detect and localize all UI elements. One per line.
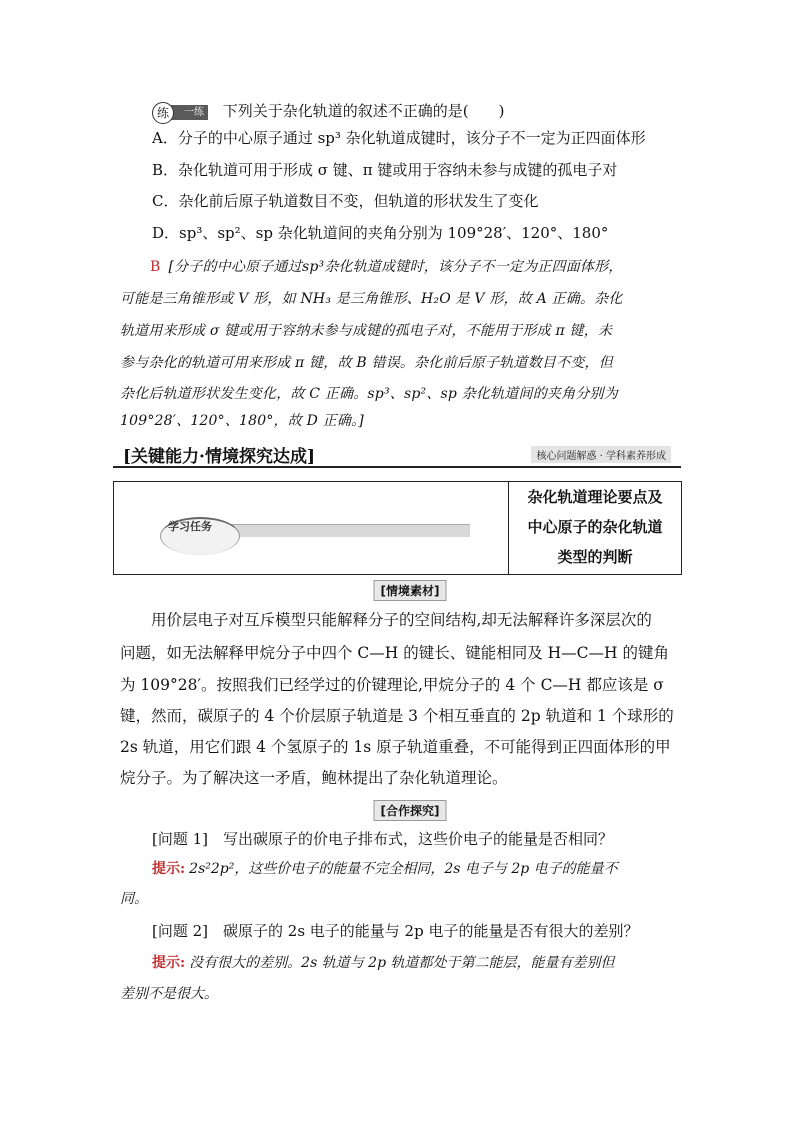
hint-1-line-2: 同。 (120, 891, 148, 907)
task-title-line: 杂化轨道理论要点及 (527, 488, 663, 506)
option-c: C．杂化前后原子轨道数目不变，但轨道的形状发生了变化 (152, 192, 539, 210)
hint-2-line-1 (152, 952, 614, 972)
exercise-stem-line (152, 100, 505, 121)
explanation-line: 109°28′、120°、180°，故 D 正确。] (120, 413, 364, 429)
task-title-line: 类型的判断 (557, 548, 633, 566)
material-line: 键，然而，碳原子的 4 个价层原子轨道是 3 个相互垂直的 2p 轨道和 1 个球形的 (120, 707, 674, 725)
section-header (113, 440, 681, 468)
explanation-line: 轨道用来形成 σ 键或用于容纳未参与成键的孤电子对，不能用于形成 π 键，未 (120, 323, 613, 339)
material-line: 2s 轨道，用它们跟 4 个氢原子的 1s 原子轨道重叠，不可能得到正四面体形的甲 (120, 738, 671, 756)
material-line: 问题，如无法解释甲烷分子中四个 C—H 的键长、键能相同及 H—C—H 的键角 (120, 644, 669, 662)
explanation-text: [分子的中心原子通过sp³杂化轨道成键时，该分子不一定为正四面体形， (168, 259, 623, 275)
material-line: 烷分子。为了解决这一矛盾，鲍林提出了杂化轨道理论。 (120, 769, 508, 787)
explanation-line: 可能是三角锥形或 V 形，如 NH₃ 是三角锥形、H₂O 是 V 形，故 A 正确。杂化 (120, 291, 623, 307)
option-b: B．杂化轨道可用于形成 σ 键、π 键或用于容纳未参与成键的孤电子对 (152, 161, 618, 179)
hint-2-line-2: 差别不是很大。 (120, 986, 218, 1002)
option-a: A．分子的中心原子通过 sp³ 杂化轨道成键时，该分子不一定为正四面体形 (152, 129, 646, 147)
section-title: [关键能力·情境探究达成] (123, 447, 316, 467)
hint-text: 没有很大的差别。2s 轨道与 2p 轨道都处于第二能层，能量有差别但 (189, 955, 615, 971)
learning-task-label: 学习任务 (168, 520, 212, 533)
practice-tag (152, 104, 208, 120)
material-label: [情境素材] (374, 580, 447, 601)
explanation-line: 杂化后轨道形状发生变化，故 C 正确。sp³、sp²、sp 杂化轨道间的夹角分别为 (120, 386, 618, 402)
section-subtitle: 核心问题解惑 · 学科素养形成 (531, 446, 671, 463)
answer-letter: B (150, 259, 161, 275)
explanation-line: 参与杂化的轨道可用来形成 π 键，故 B 错误。杂化前后原子轨道数目不变，但 (120, 355, 613, 371)
task-title-line: 中心原子的杂化轨道 (527, 518, 663, 536)
material-line: 用价层电子对互斥模型只能解释分子的空间结构,却无法解释许多深层次的 (120, 611, 652, 629)
hint-1-line-1 (152, 858, 618, 878)
learning-task-banner-cell (114, 482, 509, 574)
cooperation-label: [合作探究] (374, 800, 447, 821)
hint-label: 提示: (152, 955, 186, 971)
exercise-stem: 下列关于杂化轨道的叙述不正确的是( ) (222, 102, 505, 120)
learning-task-banner (160, 515, 470, 537)
material-line: 为 109°28′。按照我们已经学过的价键理论,甲烷分子的 4 个 C—H 都应该是 σ (120, 676, 664, 694)
practice-tag-icon: 练 (152, 102, 174, 124)
learning-task-title (509, 482, 681, 574)
answer-line-1 (150, 256, 623, 276)
question-2: [问题 2] 碳原子的 2s 电子的能量与 2p 电子的能量是否有很大的差别？ (152, 922, 639, 940)
learning-task-box (113, 481, 682, 575)
hint-text: 2s²2p²，这些价电子的能量不完全相同，2s 电子与 2p 电子的能量不 (189, 861, 618, 877)
question-1: [问题 1] 写出碳原子的价电子排布式，这些价电子的能量是否相同？ (152, 830, 614, 848)
option-d: D．sp³、sp²、sp 杂化轨道间的夹角分别为 109°28′、120°、180° (152, 224, 609, 242)
hint-label: 提示: (152, 861, 186, 877)
practice-tag-label: 一练 (164, 105, 208, 120)
